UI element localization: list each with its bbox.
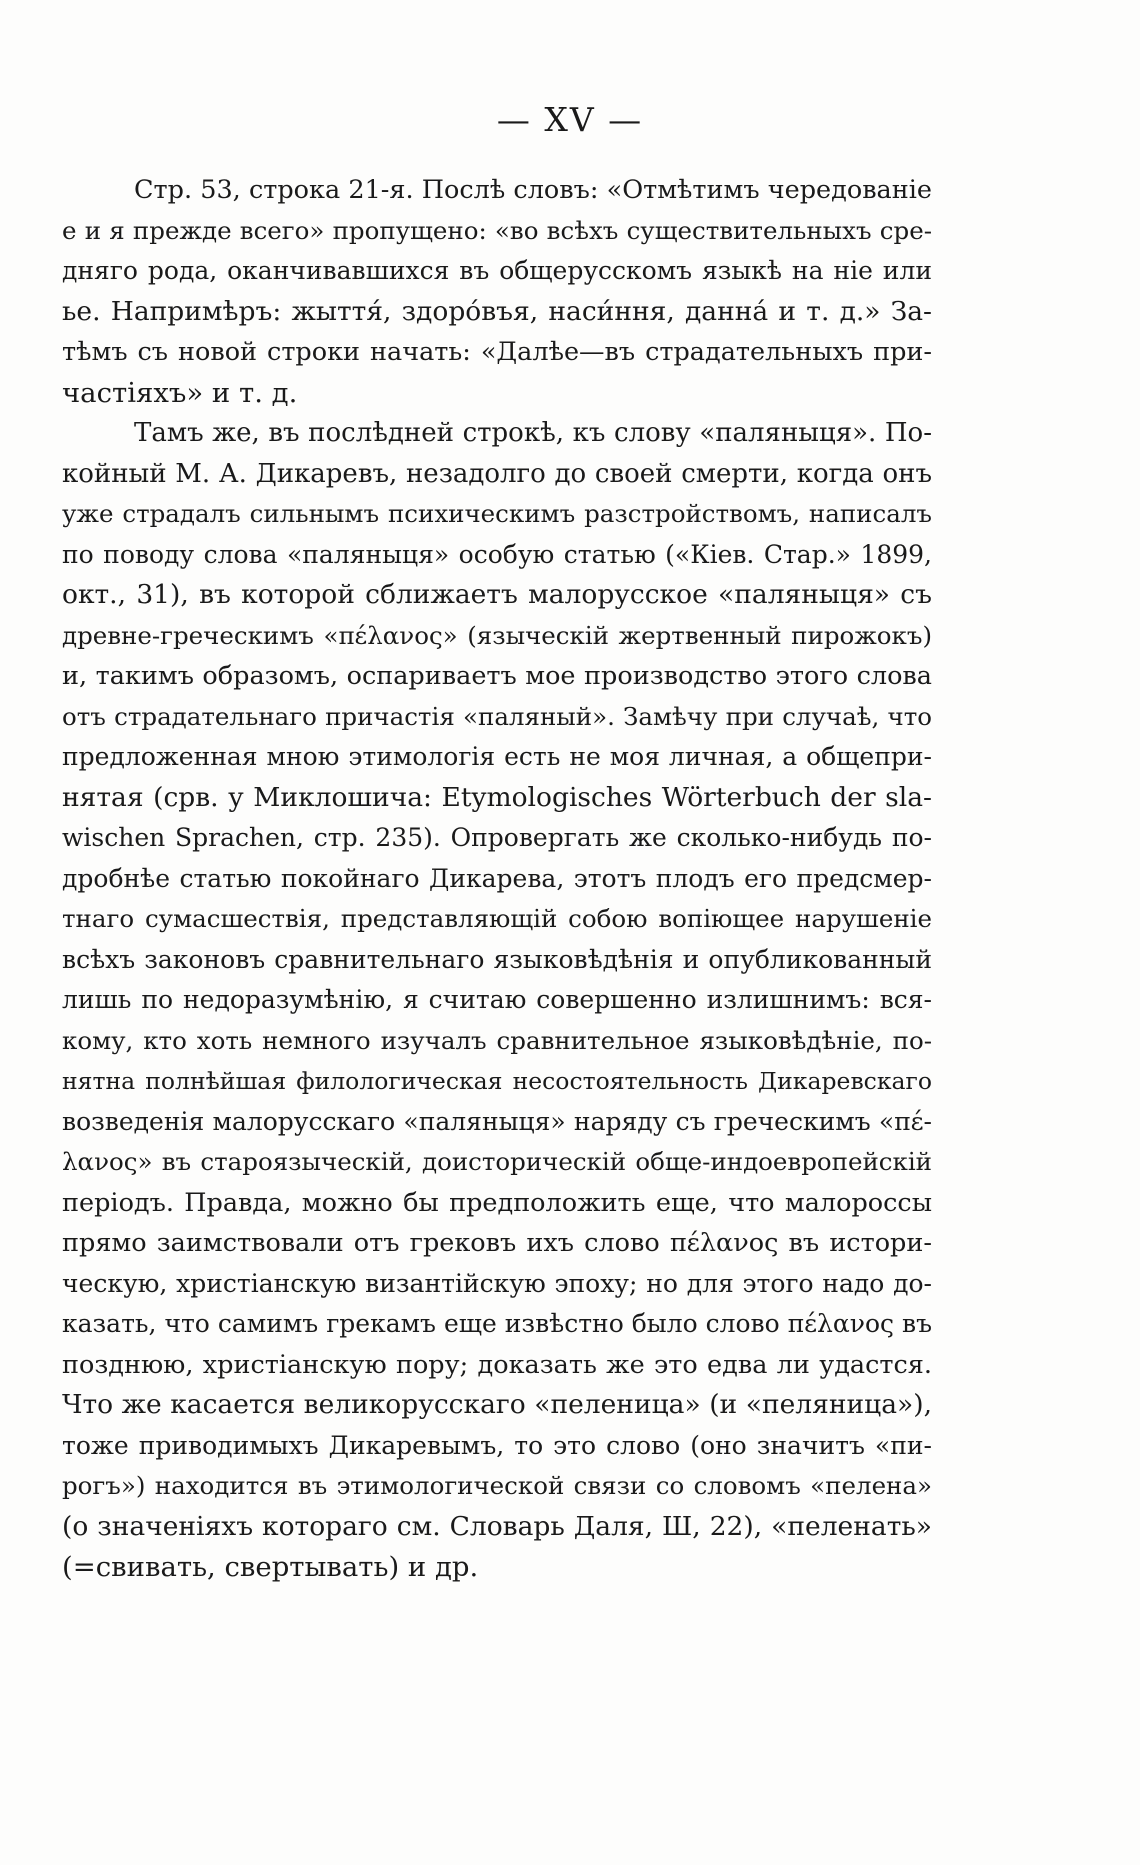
text-line: λανος» въ староязыческій, доисторическій обще-индоевропейскій [62,1147,932,1176]
body-text [62,170,932,1588]
text-line: тоже приводимыхъ Дикаревымъ, то это слово (оно значитъ «пи- [62,1430,932,1460]
text-line: нятая (срв. у Миклошича: Etymologisches Wörterbuch der sla- [62,781,932,813]
text-line: всѣхъ законовъ сравнительнаго языковѣдѣнія и опубликованный [62,944,932,974]
text-line: Тамъ же, въ послѣдней строкѣ, къ слову «паляныця». По- [134,418,932,448]
text-line: періодъ. Правда, можно бы предположить еще, что малороссы [62,1187,932,1218]
text-line: тѣмъ съ новой строки начать: «Далѣе—въ страдательныхъ при- [62,337,932,367]
text-line: лишь по недоразумѣнію, я считаю совершенно излишнимъ: вся- [62,985,932,1014]
text-line: позднюю, христіанскую пору; доказать же это едва ли удастся. [62,1349,932,1380]
text-line: дробнѣе статью покойнаго Дикарева, этотъ плодъ его предсмер- [62,863,932,893]
text-line: кому, кто хоть немного изучалъ сравнительное языковѣдѣніе, по- [62,1025,932,1055]
text-line: ье. Напримѣръ: жыття́, здоро́въя, наси́ння, данна́ и т. д.» За- [62,295,932,327]
text-line: нятна полнѣйшая филологическая несостоятельность Дикаревскаго [62,1067,932,1095]
text-line: е и я прежде всего» пропущено: «во всѣхъ существительныхъ сре- [62,215,932,245]
text-line: и, такимъ образомъ, оспариваетъ мое производство этого слова [62,661,932,691]
text-line: отъ страдательнаго причастія «паляный». Замѣчу при случаѣ, что [62,701,932,731]
text-line: рогъ») находится въ этимологической связи со словомъ «пелена» [62,1471,932,1500]
text-line: тнаго сумасшествія, представляющій собою вопіющее нарушеніе [62,904,932,933]
text-line: возведенія малорусскаго «паляныця» наряду съ греческимъ «πέ- [62,1106,932,1136]
text-line: Стр. 53, строка 21-я. Послѣ словъ: «Отмѣтимъ чередованіе [134,175,932,205]
text-line: по поводу слова «паляныця» особую статью («Кіев. Стар.» 1899, [62,539,932,569]
text-line: wischen Sprachen, стр. 235). Опровергать же сколько-нибудь по- [62,823,932,852]
text-line: дняго рода, оканчивавшихся въ общерусскомъ языкѣ на ніе или [62,256,932,285]
text-line: Что же касается великорусскаго «пеленица» (и «пеляница»), [62,1389,932,1420]
text-line: окт., 31), въ которой сближаетъ малорусское «паляныця» съ [62,579,932,610]
text-line: древне-греческимъ «πέλανος» (языческій жертвенный пирожокъ) [62,620,932,650]
text-line: ческую, христіанскую византійскую эпоху; но для этого надо до- [62,1268,932,1298]
text-line: прямо заимствовали отъ грековъ ихъ слово πέλανος въ истори- [62,1228,932,1258]
text-line: частіяхъ» и т. д. [62,376,298,409]
text-line: казать, что самимъ грекамъ еще извѣстно было слово πέλανος въ [62,1309,932,1338]
text-line: уже страдалъ сильнымъ психическимъ разстройствомъ, написалъ [62,499,932,528]
text-line: койный М. А. Дикаревъ, незадолго до своей смерти, когда онъ [62,458,932,489]
page-number: — XV — [496,100,644,139]
text-line: (=свивать, свертывать) и др. [62,1551,479,1583]
text-line: предложенная мною этимологія есть не моя личная, а общепри- [62,742,932,771]
text-line: (о значеніяхъ котораго см. Словарь Даля, Ш, 22), «пеленать» [62,1510,932,1542]
